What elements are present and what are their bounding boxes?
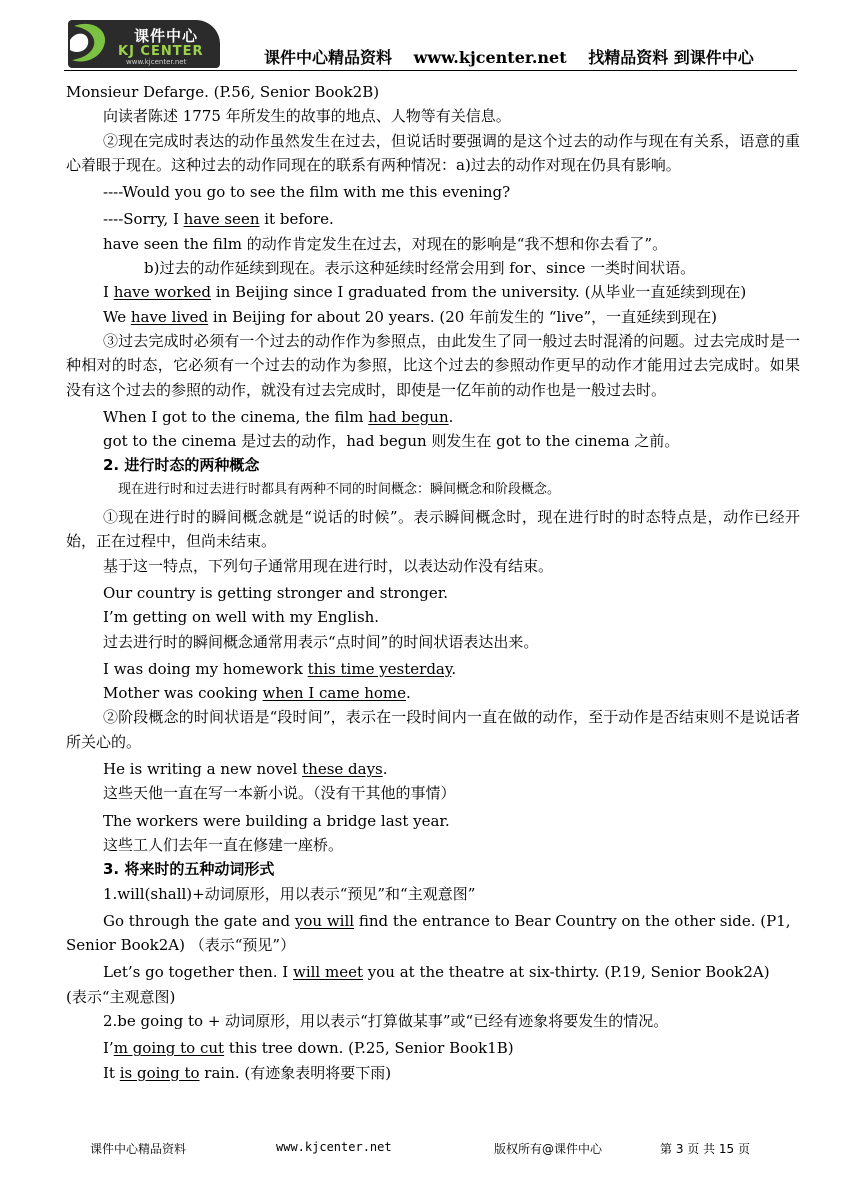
footer-site-name: 课件中心精品资料: [90, 1142, 187, 1156]
text-line: Monsieur Defarge. (P.56, Senior Book2B): [66, 83, 380, 101]
footer-copyright: 版权所有@课件中心: [494, 1142, 603, 1156]
underlined-phrase: have worked: [113, 283, 212, 302]
example-sentence: He is writing a new novel these days.: [103, 760, 388, 779]
logo-english-text: KJ CENTER: [118, 44, 204, 59]
example-sentence: Senior Book2A) （表示“预见”）: [66, 936, 296, 955]
header-tagline: [264, 45, 770, 68]
underlined-phrase: m going to cut: [113, 1039, 225, 1058]
logo-url-text: www.kjcenter.net: [126, 58, 187, 66]
example-sentence: Our country is getting stronger and stronger.: [103, 583, 449, 602]
footer-page-number: 第 3 页 共 15 页: [660, 1142, 750, 1156]
header-site-url[interactable]: www.kjcenter.net: [413, 48, 567, 67]
page-header: [64, 18, 797, 71]
header-slogan: 找精品资料 到课件中心: [588, 48, 754, 67]
example-sentence: I’m going to cut this tree down. (P.25, Senior Book1B): [103, 1039, 514, 1058]
underlined-phrase: have seen: [183, 210, 260, 229]
example-sentence: Go through the gate and you will find the entrance to Bear Country on the other side. (P1,: [103, 911, 791, 930]
text-line: (表示“主观意图): [66, 987, 176, 1006]
section-heading: 2. 进行时态的两种概念: [103, 456, 260, 475]
text-line: 基于这一特点，下列句子通常用现在进行时，以表达动作没有结束。: [103, 556, 554, 575]
underlined-phrase: have lived: [130, 307, 209, 326]
underlined-phrase: this time yesterday: [307, 659, 452, 678]
logo-chinese-text: 课件中心: [134, 27, 199, 45]
paragraph: ①现在进行时的瞬间概念就是“说话的时候”。表示瞬间概念时，现在进行时的时态特点是，动作已经开始，正在过程中，但尚未结束。: [66, 508, 800, 551]
section-heading: 3. 将来时的五种动词形式: [103, 860, 275, 879]
example-sentence: Mother was cooking when I came home.: [103, 684, 411, 703]
example-sentence: I was doing my homework this time yesterday.: [103, 659, 457, 678]
paragraph: ②阶段概念的时间状语是“段时间”，表示在一段时间内一直在做的动作，至于动作是否结束则不是说话者所关心的。: [66, 708, 800, 751]
text-line: 现在进行时和过去进行时都具有两种不同的时间概念：瞬间概念和阶段概念。: [118, 481, 561, 497]
paragraph: ②现在完成时表达的动作虽然发生在过去，但说话时要强调的是这个过去的动作与现在有关系，语意的重心着眼于现在。这种过去的动作同现在的联系有两种情况：a)过去的动作对现在仍具有影响。: [66, 131, 800, 174]
example-sentence: I’m getting on well with my English.: [103, 608, 380, 627]
underlined-phrase: you will: [294, 911, 355, 930]
logo-swoosh-icon: [66, 20, 112, 70]
text-line: 向读者陈述 1775 年所发生的故事的地点、人物等有关信息。: [103, 107, 511, 126]
text-line: 过去进行时的瞬间概念通常用表示“点时间”的时间状语表达出来。: [103, 632, 539, 651]
text-line: got to the cinema 是过去的动作，had begun 则发生在 got to the cinema 之前。: [103, 432, 680, 451]
document-body: [66, 80, 800, 1085]
example-sentence: It is going to rain. (有迹象表明将要下雨): [103, 1063, 392, 1082]
text-line: 2.be going to + 动词原形，用以表示“打算做某事”或“已经有迹象将要发生的情况。: [103, 1011, 669, 1030]
example-sentence: I have worked in Beijing since I graduated from the university. (从毕业一直延续到现在): [103, 283, 747, 302]
text-line: 1.will(shall)+动词原形，用以表示“预见”和“主观意图”: [103, 884, 476, 903]
underlined-phrase: will meet: [293, 963, 364, 982]
underlined-phrase: had begun: [368, 407, 449, 426]
text-line: 这些天他一直在写一本新小说。（没有干其他的事情）: [103, 784, 456, 803]
text-line: b)过去的动作延续到现在。表示这种延续时经常会用到 for、since 一类时间状语。: [144, 259, 696, 278]
site-logo: [68, 20, 220, 68]
paragraph: ③过去完成时必须有一个过去的动作作为参照点，由此发生了同一般过去时混淆的问题。过去完成时是一种相对的时态，它必须有一个过去的动作为参照，比这个过去的参照动作更早的动作才能用过去完成时。如果没有这个过去的参照的动作，就没有过去完成时，即使是一亿年前的动作也是一般过去时。: [66, 331, 800, 399]
underlined-phrase: these days: [302, 760, 383, 779]
underlined-phrase: is going to: [119, 1063, 200, 1082]
underlined-phrase: when I came home: [262, 684, 407, 703]
example-sentence: When I got to the cinema, the film had begun.: [103, 407, 454, 426]
example-sentence: The workers were building a bridge last year.: [103, 811, 450, 830]
header-site-name: 课件中心精品资料: [264, 48, 393, 67]
text-line: 这些工人们去年一直在修建一座桥。: [103, 835, 344, 854]
example-sentence: ----Would you go to see the film with me this evening?: [103, 183, 511, 202]
footer-url[interactable]: www.kjcenter.net: [276, 1140, 392, 1154]
text-line: have seen the film 的动作肯定发生在过去，对现在的影响是“我不想和你去看了”。: [103, 234, 668, 253]
example-sentence: ----Sorry, I have seen it before.: [103, 210, 334, 229]
example-sentence: Let’s go together then. I will meet you at the theatre at six-thirty. (P.19, Senior Book2A): [103, 963, 770, 982]
example-sentence: We have lived in Beijing for about 20 years. (20 年前发生的 “live”，一直延续到现在): [103, 307, 718, 326]
